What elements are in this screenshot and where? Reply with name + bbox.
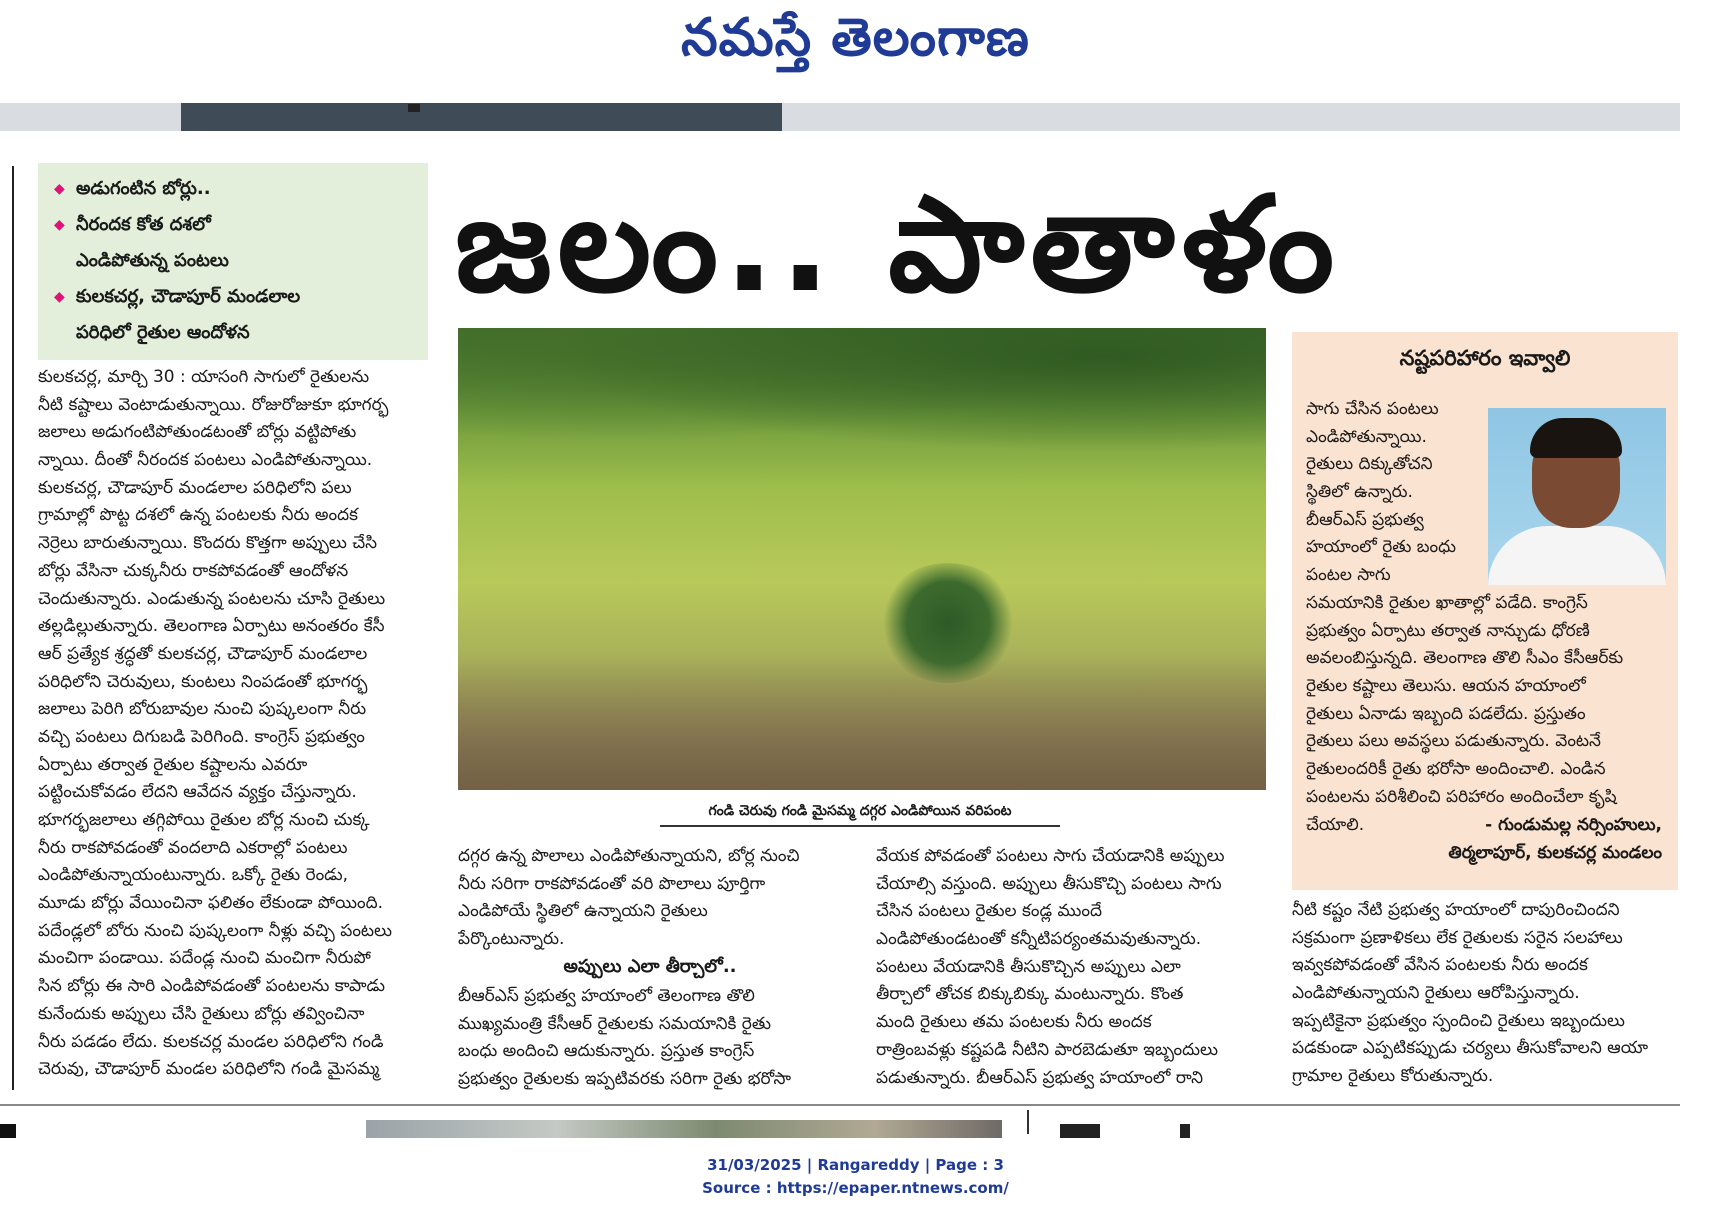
- article-column-4: [1292, 897, 1684, 1091]
- text-line: నీరు రాకపోవడంతో వందలాది ఎకరాల్లో పంటలు: [38, 837, 348, 858]
- text-line: రైతులు ఏనాడు ఇబ్బంది పడలేదు. ప్రస్తుతం: [1306, 703, 1586, 724]
- text-line: రైతులందరికీ రైతు భరోసా అందించాలి. ఎండిన: [1306, 759, 1606, 780]
- text-line: చేసిన పంటలు రైతుల కండ్ల ముందే: [876, 901, 1102, 922]
- text-line: రైతులు దిక్కుతోచని: [1306, 454, 1433, 475]
- sidebox-signature-name: [1426, 812, 1678, 840]
- text-line: ఎండిపోతున్నాయని రైతులు ఆరోపిస్తున్నారు.: [1292, 983, 1580, 1004]
- footer-info: [0, 1154, 1711, 1200]
- column-rule-left: [12, 166, 14, 1090]
- highlight-item-cont: [48, 243, 418, 279]
- text-line: ఇప్పటికైనా ప్రభుత్వం స్పందించి రైతులు ఇబ్బందులు: [1292, 1010, 1625, 1031]
- text-line: అవలంబిస్తున్నది. తెలంగాణ తొలి సీఎం కేసీఆర్‌కు: [1306, 648, 1624, 669]
- masthead-logo: నమస్తే తెలంగాణ: [681, 8, 1030, 68]
- bottom-rule: [0, 1104, 1680, 1106]
- text-line: ఎండిపోయే స్థితిలో ఉన్నాయని రైతులు: [458, 901, 708, 922]
- text-line: నీరు సరిగా రాకపోవడంతో వరి పొలాలు పూర్తిగా: [458, 873, 766, 894]
- crop-field-photo: [458, 328, 1266, 790]
- text-line: న్నాయి. దీంతో నీరందక పంటలు ఎండిపోతున్నాయి.: [38, 450, 373, 471]
- text-line: స్థితిలో ఉన్నారు.: [1306, 482, 1413, 503]
- farmer-portrait: [1488, 408, 1666, 585]
- sidebox-text-wide: [1306, 590, 1672, 812]
- highlight-item: [48, 207, 418, 243]
- text-line: పడుతున్నారు. బీఆర్ఎస్ ప్రభుత్వ హయాంలో రాని: [876, 1067, 1204, 1088]
- highlight-text: పరిధిలో రైతుల ఆందోళన: [76, 322, 250, 343]
- headline: జలం.. పాతాళం: [455, 168, 1341, 322]
- text-line: ఎండిపోతున్నాయంటున్నారు. ఒక్కో రైతు రెండు,: [38, 865, 349, 886]
- text-line: హయాంలో రైతు బంధు: [1306, 537, 1457, 558]
- text-line: పంటలను పరిశీలించి పరిహారం అందించేలా కృషి: [1306, 786, 1617, 807]
- article-column-3: [876, 843, 1272, 1092]
- text-line: కునేందుకు అప్పులు చేసి రైతులు బోర్లు తవ్వించినా: [38, 1003, 365, 1024]
- text-line: నీటి కష్టం నేటి ప్రభుత్వ హయాంలో దాపురించిందని: [1292, 900, 1620, 920]
- text-line: పేర్కొంటున్నారు.: [458, 929, 565, 950]
- article-column-2: [458, 843, 842, 954]
- text-line: ప్రభుత్వం ఏర్పాటు తర్వాత నాన్చుడు ధోరణి: [1306, 620, 1590, 641]
- text-line: జలాలు అడుగంటిపోతుండటంతో బోర్లు వట్టిపోతు: [38, 422, 357, 443]
- text-line: పడకుండా ఎప్పటికప్పుడు చర్యలు తీసుకోవాలని ఆయా: [1292, 1038, 1649, 1059]
- text-line: తిర్మలాపూర్, కులకచర్ల మండలం: [1448, 843, 1662, 863]
- text-line: నెర్రెలు బారుతున్నాయి. కొందరు కొత్తగా అప్పులు చేసి: [38, 533, 378, 554]
- portrait-shirt: [1488, 526, 1666, 585]
- text-line: చేయాలి.: [1306, 815, 1365, 835]
- text-line: ఏర్పాటు తర్వాత రైతుల కష్టాలను ఎవరూ: [38, 754, 308, 775]
- portrait-hair: [1530, 418, 1622, 458]
- text-line: గ్రామాల్లో పొట్ట దశలో ఉన్న పంటలకు నీరు అందక: [38, 505, 358, 526]
- bottom-column-rule: [1027, 1110, 1029, 1134]
- text-line: మంచిగా పండాయి. పదేండ్ల నుంచి మంచిగా నీరుపో: [38, 948, 371, 969]
- footer-source-link[interactable]: Source : https://epaper.ntnews.com/: [702, 1179, 1009, 1197]
- highlights-box: [38, 163, 428, 360]
- article-column-1: [38, 364, 430, 1084]
- highlight-text: కులకచర్ల, చౌడాపూర్ మండలాల: [76, 286, 301, 307]
- sidebox-title: నష్టపరిహారం ఇవ్వాలి: [1399, 346, 1571, 370]
- section-band-dark: [181, 103, 782, 131]
- text-line: పరిధిలోని చెరువులు, కుంటలు నింపడంతో భూగర్భ: [38, 671, 368, 692]
- band-mark: [408, 104, 420, 112]
- text-line: ముఖ్యమంత్రి కేసీఆర్ రైతులకు సమయానికి రైతు: [458, 1013, 771, 1034]
- text-line: భూగర్భజలాలు తగ్గిపోయి రైతుల బోర్ల నుంచి చుక్క: [38, 810, 370, 830]
- sidebox-signature-place: [1306, 840, 1678, 868]
- text-line: ఇవ్వకపోవడంతో వేసిన పంటలకు నీరు అందక: [1292, 955, 1588, 976]
- text-line: ప్రభుత్వం రైతులకు ఇప్పటివరకు సరిగా రైతు భరోసా: [458, 1069, 792, 1090]
- text-line: పట్టించుకోవడం లేదని ఆవేదన వ్యక్తం చేస్తున్నారు.: [38, 782, 357, 803]
- text-line: సమయానికి రైతుల ఖాతాల్లో పడేది. కాంగ్రెస్: [1306, 593, 1588, 613]
- subheading: అప్పులు ఎలా తీర్చాలో..: [563, 956, 737, 977]
- highlight-text: అడుగంటిన బోర్లు..: [76, 178, 211, 199]
- text-line: నీటి కష్టాలు వెంటాడుతున్నాయి. రోజురోజుకూ భూగర్భ: [38, 394, 389, 415]
- footer-date-line: 31/03/2025 | Rangareddy | Page : 3: [707, 1156, 1004, 1174]
- text-line: కులకచర్ల, చౌడాపూర్ మండలాల పరిధిలోని పలు: [38, 477, 352, 498]
- text-line: పంటల సాగు: [1306, 565, 1391, 586]
- text-line: గ్రామాల రైతులు కోరుతున్నారు.: [1292, 1066, 1494, 1087]
- text-line: రైతులు పలు అవస్థలు పడుతున్నారు. వెంటనే: [1306, 731, 1601, 752]
- text-line: ఎండిపోతుండటంతో కన్నీటిపర్యంతమవుతున్నారు.: [876, 929, 1202, 950]
- text-line: బీఆర్ఎస్ ప్రభుత్వ హయాంలో తెలంగాణ తొలి: [458, 986, 755, 1006]
- text-line: ఆర్ ప్రత్యేక శ్రద్ధతో కులకచర్ల, చౌడాపూర్ మండలాల: [38, 643, 368, 664]
- text-line: బీఆర్ఎస్ ప్రభుత్వ: [1306, 509, 1424, 530]
- diamond-bullet-icon: ◆: [54, 217, 65, 233]
- article-column-2b: [458, 983, 842, 1094]
- tree-line: [458, 328, 1266, 468]
- text-line: నీరు పడడం లేదు. కులకచర్ల మండల పరిధిలోని గండి: [38, 1031, 384, 1052]
- highlight-item: [48, 279, 418, 315]
- bottom-left-mark: [0, 1124, 16, 1138]
- text-line: కులకచర్ల, మార్చి 30 : యాసంగి సాగులో రైతులను: [38, 367, 370, 387]
- highlight-item-cont: [48, 315, 418, 351]
- next-story-photo-strip: [366, 1120, 1002, 1138]
- sidebox-text-narrow: [1306, 396, 1484, 590]
- text-line: - గుండుమల్ల నర్సింహులు,: [1485, 815, 1662, 835]
- text-line: పంటలు వేయడానికి తీసుకొచ్చిన అప్పులు ఎలా: [876, 956, 1181, 977]
- text-line: వచ్చి పంటలు దిగుబడి పెరిగింది. కాంగ్రెస్ ప్రభుత్వం: [38, 726, 365, 747]
- text-line: జలాలు పెరిగి బోరుబావుల నుంచి పుష్కలంగా నీరు: [38, 699, 367, 720]
- text-line: సిన బోర్లు ఈ సారి ఎండిపోవడంతో పంటలను కాపాడు: [38, 976, 385, 997]
- text-line: తీర్చాలో తోచక బిక్కుబిక్కు మంటున్నారు. కొంత: [876, 984, 1184, 1005]
- text-line: పదేండ్లలో బోరు నుంచి పుష్కలంగా నీళ్లు వచ్చి పంటలు: [38, 920, 392, 941]
- next-story-heading-strip: [1060, 1124, 1680, 1138]
- text-line: మూడు బోర్లు వేయించినా ఫలితం లేకుండా పోయింది.: [38, 893, 384, 914]
- highlight-text: ఎండిపోతున్న పంటలు: [76, 250, 229, 271]
- text-line: రైతుల కష్టాలు తెలుసు. ఆయన హయాంలో: [1306, 676, 1586, 697]
- text-line: వేయక పోవడంతో పంటలు సాగు చేయడానికి అప్పులు: [876, 846, 1225, 866]
- text-line: తల్లడిల్లుతున్నారు. తెలంగాణ ఏర్పాటు అనంతరం కేసీ: [38, 616, 385, 637]
- text-line: ఎండిపోతున్నాయి.: [1306, 426, 1427, 447]
- diamond-bullet-icon: ◆: [54, 181, 65, 197]
- text-line: బోర్లు వేసినా చుక్కనీరు రాకపోవడంతో ఆందోళన: [38, 560, 349, 581]
- photo-caption: గండి చెరువు గండి మైసమ్మ దగ్గర ఎండిపోయిన వరిపంట: [660, 803, 1060, 827]
- text-line: రాత్రింబవళ్లు కష్టపడి నీటిని పారబెడుతూ ఇబ్బందులు: [876, 1039, 1218, 1060]
- text-line: మంది రైతులు తమ పంటలకు నీరు అందక: [876, 1012, 1152, 1033]
- text-line: సాగు చేసిన పంటలు: [1306, 399, 1439, 419]
- text-line: చెందుతున్నారు. ఎండుతున్న పంటలను చూసి రైతులు: [38, 588, 386, 609]
- highlight-text: నీరందక కోత దశలో: [76, 214, 211, 235]
- text-line: సక్రమంగా ప్రణాళికలు లేక రైతులకు సరైన సలహాలు: [1292, 927, 1623, 948]
- highlight-item: [48, 171, 418, 207]
- sidebox-last-line: [1306, 812, 1426, 840]
- text-line: చెరువు, చౌడాపూర్ మండల పరిధిలోని గండి మైసమ్మ: [38, 1059, 380, 1080]
- text-line: దగ్గర ఉన్న పొలాలు ఎండిపోతున్నాయని, బోర్ల నుంచి: [458, 846, 800, 866]
- diamond-bullet-icon: ◆: [54, 289, 65, 305]
- dry-grass: [458, 650, 1266, 790]
- text-line: బంధు అందించి ఆదుకున్నారు. ప్రస్తుత కాంగ్రెస్: [458, 1041, 755, 1062]
- text-line: చేయాల్సి వస్తుంది. అప్పులు తీసుకొచ్చి పంటలు సాగు: [876, 873, 1222, 894]
